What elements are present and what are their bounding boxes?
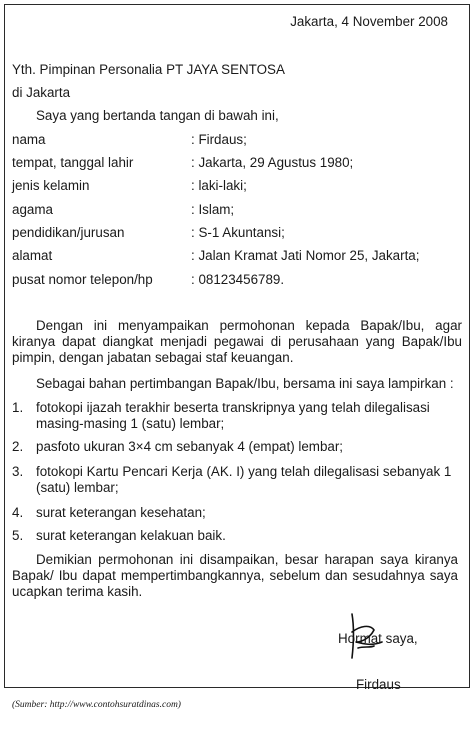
attachment-number-2: 2. xyxy=(12,439,24,454)
source-citation: (Sumber: http://www.contohsuratdinas.com) xyxy=(12,700,181,710)
field-value-address: : Jalan Kramat Jati Nomor 25, Jakarta; xyxy=(191,248,420,263)
attachment-item-5: surat keterangan kelakuan baik. xyxy=(36,528,226,543)
attachment-number-3: 3. xyxy=(12,464,24,479)
request-paragraph: Dengan ini menyampaikan permohonan kepada Bapak/Ibu, agar kiranya dapat diangkat menjadi pegawai di perusahaan yang Bapak/Ibu pimpin, dengan jabatan sebagai staf keuangan. xyxy=(12,318,462,365)
signature-mark xyxy=(340,612,386,660)
attachments-intro: Sebagai bahan pertimbangan Bapak/Ibu, bersama ini saya lampirkan : xyxy=(36,376,454,391)
field-label-phone: pusat nomor telepon/hp xyxy=(12,272,153,287)
field-value-nama: : Firdaus; xyxy=(191,132,247,147)
field-value-religion: : Islam; xyxy=(191,202,235,217)
field-label-birth: tempat, tanggal lahir xyxy=(12,155,134,170)
field-label-religion: agama xyxy=(12,202,53,217)
field-value-phone: : 08123456789. xyxy=(191,272,285,287)
field-value-education: : S-1 Akuntansi; xyxy=(191,225,285,240)
recipient-line-2: di Jakarta xyxy=(12,85,71,100)
attachment-item-4: surat keterangan kesehatan; xyxy=(36,505,206,520)
attachment-item-1: fotokopi ijazah terakhir beserta transkripnya yang telah dilegalisasi masing-masing 1 (satu) lembar; xyxy=(36,400,430,431)
attachment-number-5: 5. xyxy=(12,528,24,543)
attachment-item-2: pasfoto ukuran 3×4 cm sebanyak 4 (empat) lembar; xyxy=(36,439,344,454)
attachment-number-1: 1. xyxy=(12,400,24,415)
salutation: Hormat saya, xyxy=(338,631,418,646)
field-label-gender: jenis kelamin xyxy=(12,178,90,193)
letter-date: Jakarta, 4 November 2008 xyxy=(290,14,448,29)
recipient-line-1: Yth. Pimpinan Personalia PT JAYA SENTOSA xyxy=(12,62,285,77)
opening-line: Saya yang bertanda tangan di bawah ini, xyxy=(36,108,279,123)
field-label-nama: nama xyxy=(12,132,46,147)
attachment-number-4: 4. xyxy=(12,505,24,520)
field-value-birth: : Jakarta, 29 Agustus 1980; xyxy=(191,155,354,170)
signer-name: Firdaus xyxy=(356,677,401,692)
attachment-item-3: fotokopi Kartu Pencari Kerja (AK. I) yang telah dilegalisasi sebanyak 1 (satu) lembar; xyxy=(36,464,452,495)
closing-paragraph: Demikian permohonan ini disampaikan, besar harapan saya kiranya Bapak/ Ibu dapat mempertimbangkannya, sebelum dan sesudahnya saya ucapkan terima kasih. xyxy=(12,552,458,599)
field-label-education: pendidikan/jurusan xyxy=(12,225,125,240)
field-value-gender: : laki-laki; xyxy=(191,178,247,193)
field-label-address: alamat xyxy=(12,248,53,263)
